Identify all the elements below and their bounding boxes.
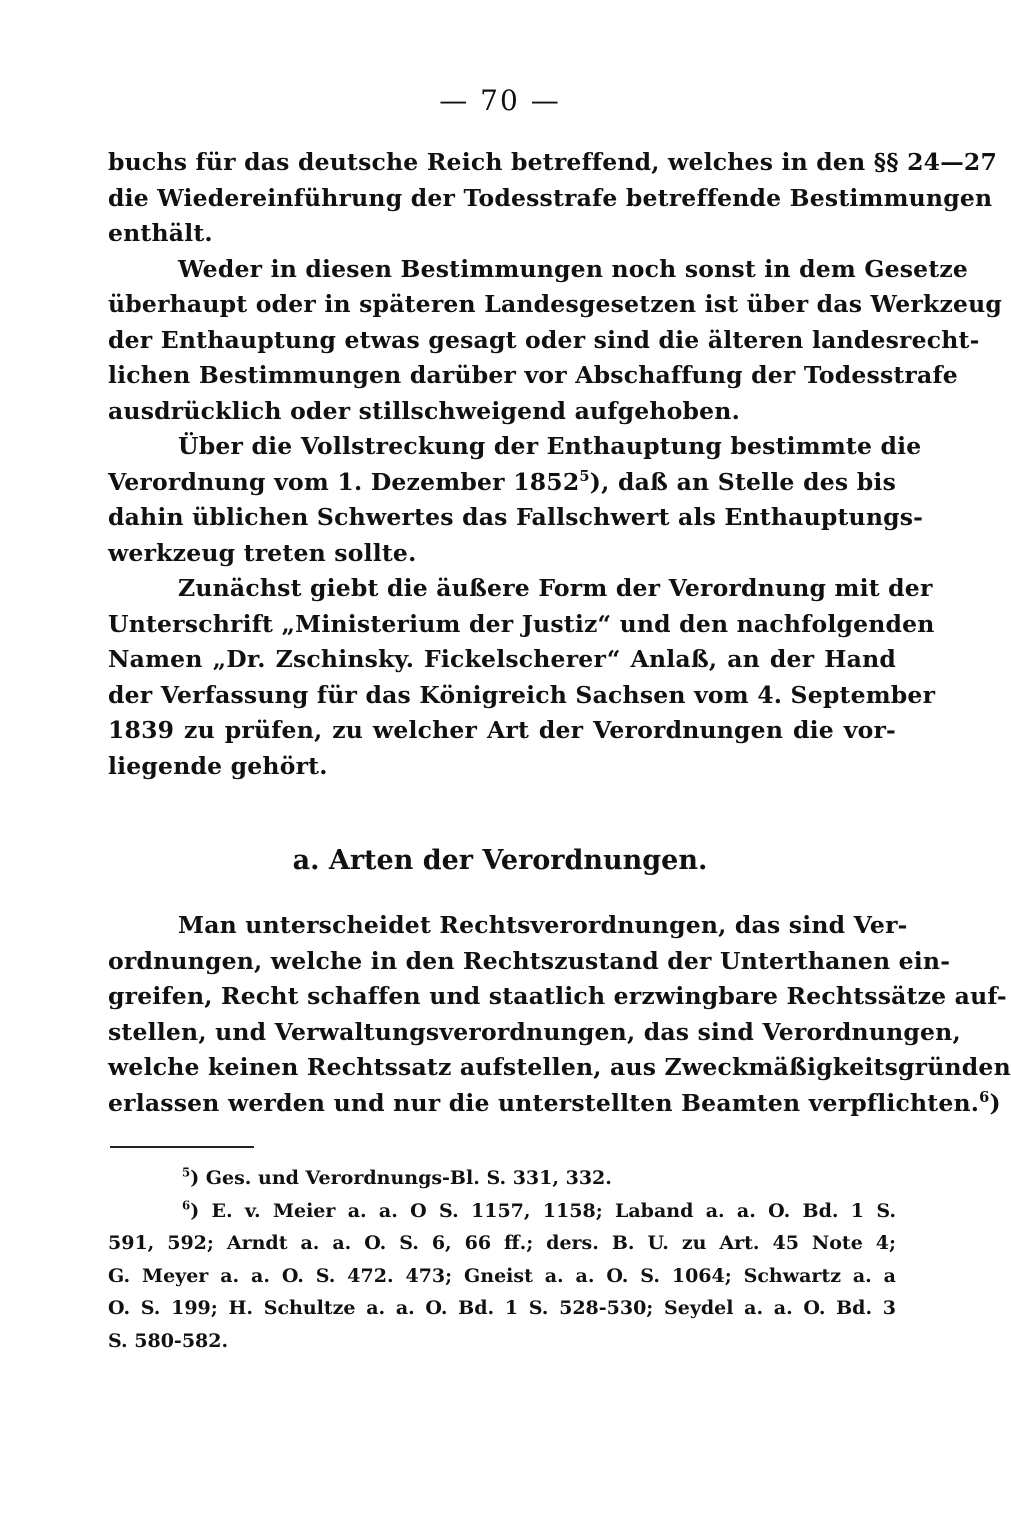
text-line: dahin üblichen Schwertes das Fallschwert als Enthauptungs- — [108, 503, 924, 531]
text-fragment: ) — [989, 1088, 1001, 1117]
text-line: Namen „Dr. Zschinsky. Fickelscherer“ Anlaß, an der Hand — [108, 645, 896, 673]
footnote-text: ) Ges. und Verordnungs-Bl. S. 331, 332. — [190, 1167, 612, 1189]
text-line: welche keinen Rechtssatz aufstellen, aus Zweckmäßigkeitsgründen — [108, 1053, 1011, 1081]
section-text-block — [108, 908, 1011, 1121]
text-line — [108, 465, 896, 501]
text-line: 1839 zu prüfen, zu welcher Art der Verordnungen die vor- — [108, 716, 896, 744]
text-line: greifen, Recht schaffen und staatlich erzwingbare Rechtssätze auf- — [108, 982, 1007, 1010]
page-number: — 70 — — [439, 84, 561, 117]
text-line: Zunächst giebt die äußere Form der Verordnung mit der — [178, 574, 933, 602]
footnote-line: 591, 592; Arndt a. a. O. S. 6, 66 ff.; ders. B. U. zu Art. 45 Note 4; — [108, 1232, 896, 1254]
main-text-block — [108, 145, 1003, 784]
text-fragment: erlassen werden und nur die unterstellten Beamten verpflichten. — [108, 1088, 980, 1117]
text-line: überhaupt oder in späteren Landesgesetzen ist über das Werkzeug — [108, 290, 1003, 318]
text-line: lichen Bestimmungen darüber vor Abschaffung der Todesstrafe — [108, 361, 958, 389]
text-line: Man unterscheidet Rechtsverordnungen, das sind Ver- — [178, 911, 908, 939]
text-line: ausdrücklich oder stillschweigend aufgehoben. — [108, 396, 740, 425]
text-fragment: ), daß an Stelle des bis — [589, 467, 896, 496]
text-line: ordnungen, welche in den Rechtszustand der Unterthanen ein- — [108, 946, 951, 975]
text-line: liegende gehört. — [108, 751, 328, 780]
text-line: der Enthauptung etwas gesagt oder sind die älteren landesrecht- — [108, 325, 980, 354]
footnotes — [108, 1162, 896, 1357]
footnote-line: S. 580-582. — [108, 1329, 229, 1352]
footnote-divider — [110, 1146, 254, 1148]
footnote-line: G. Meyer a. a. O. S. 472. 473; Gneist a. a. O. S. 1064; Schwartz a. a — [108, 1264, 896, 1287]
footnote-text: ) E. v. Meier a. a. O S. 1157, 1158; Laband a. a. O. Bd. 1 S. — [190, 1199, 896, 1222]
footnote-ref-5: 5 — [579, 467, 590, 485]
footnote-5 — [108, 1162, 896, 1195]
text-line: stellen, und Verwaltungsverordnungen, das sind Verordnungen, — [108, 1017, 961, 1046]
text-line: der Verfassung für das Königreich Sachsen vom 4. September — [108, 680, 936, 709]
text-line — [108, 1086, 1001, 1122]
footnote-marker: 6 — [182, 1198, 191, 1213]
text-line: Weder in diesen Bestimmungen noch sonst in dem Gesetze — [178, 254, 969, 283]
text-line: Unterschrift „Ministerium der Justiz“ und den nachfolgenden — [108, 609, 935, 638]
footnote-line: O. S. 199; H. Schultze a. a. O. Bd. 1 S. 528-530; Seydel a. a. O. Bd. 3 — [108, 1297, 896, 1319]
footnote-marker: 5 — [182, 1165, 191, 1180]
text-fragment: Verordnung vom 1. Dezember 1852 — [108, 467, 580, 496]
footnote-ref-6: 6 — [979, 1088, 990, 1106]
text-line: Über die Vollstreckung der Enthauptung bestimmte die — [178, 432, 922, 460]
text-line: enthält. — [108, 219, 213, 247]
text-line: buchs für das deutsche Reich betreffend, welches in den §§ 24—27 — [108, 148, 998, 176]
footnote-6 — [108, 1195, 896, 1228]
text-line: werkzeug treten sollte. — [108, 538, 417, 567]
text-line: die Wiedereinführung der Todesstrafe betreffende Bestimmungen — [108, 183, 993, 212]
section-heading: a. Arten der Verordnungen. — [292, 845, 708, 876]
